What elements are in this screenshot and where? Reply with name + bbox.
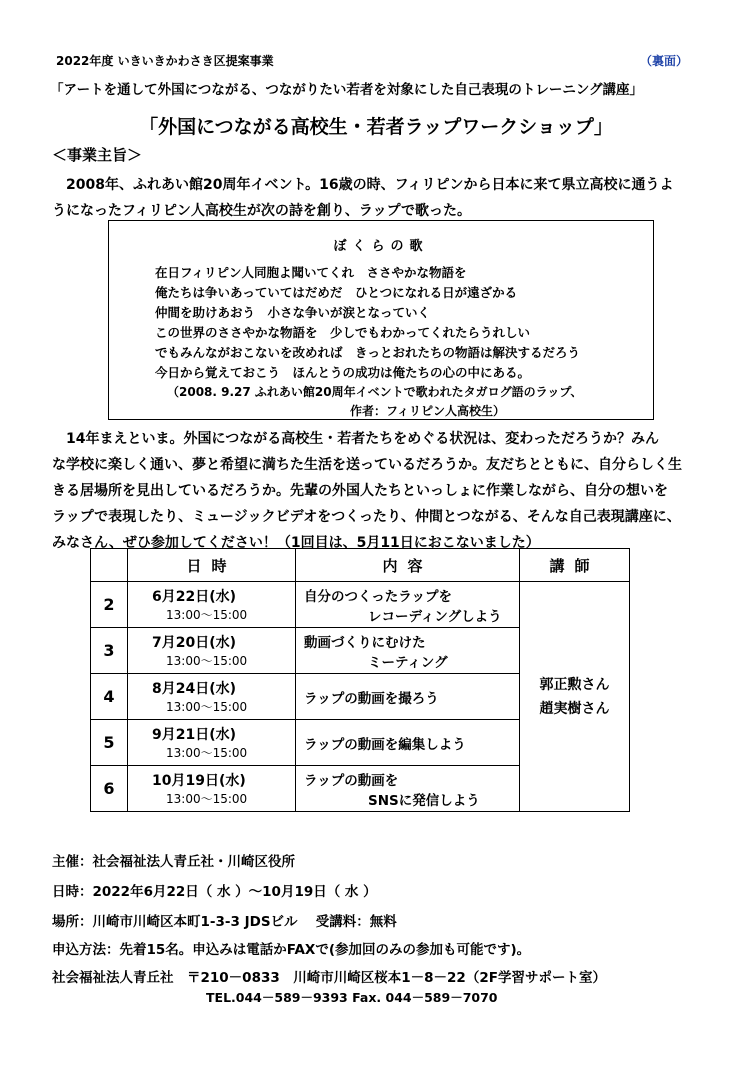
- content-line: SNSに発信しよう: [368, 792, 480, 809]
- session-number: 4: [91, 674, 128, 720]
- session-content: [296, 720, 520, 766]
- session-content: [296, 674, 520, 720]
- schedule-header-row: [91, 549, 630, 582]
- schedule-table: [90, 548, 630, 812]
- content-line: ラップの動画を: [304, 772, 399, 789]
- intro-line: 2008年、ふれあい館20周年イベント。16歳の時、フィリピンから日本に来て県立高校に通うよ: [52, 177, 674, 193]
- subtitle: 「アートを通して外国につながる、つながりたい若者を対象にした自己表現のトレーニング講座」: [50, 82, 644, 98]
- session-content: [296, 582, 520, 628]
- session-time: 13:00～15:00: [166, 792, 248, 806]
- session-datetime: [128, 582, 296, 628]
- instructor-name: 趙実樹さん: [539, 700, 610, 717]
- session-number: 6: [91, 766, 128, 812]
- session-number: 5: [91, 720, 128, 766]
- poem-line: 俺たちは争いあっていてはだめだ ひとつになれる日が遠ざかる: [155, 285, 518, 300]
- header-content: 内容: [296, 549, 520, 582]
- content-line: 自分のつくったラップを: [304, 588, 452, 605]
- poem-line: 今日から覚えておこう ほんとうの成功は俺たちの心の中にある。: [155, 365, 531, 380]
- session-content: [296, 766, 520, 812]
- header-blank: [91, 549, 128, 582]
- apply-line: 申込方法：先着15名。申込みは電話かFAXで(参加回のみの参加も可能です)。: [52, 942, 531, 958]
- dates-line: 日時：2022年6月22日（ 水 ）～10月19日（ 水 ）: [52, 884, 377, 900]
- session-time: 13:00～15:00: [166, 746, 248, 760]
- page-title: 「外国につながる高校生・若者ラップワークショップ」: [139, 116, 613, 138]
- body-line: きる居場所を見出しているだろうか。先輩の外国人たちといっしょに作業しながら、自分の想いを: [52, 483, 668, 499]
- session-number: 3: [91, 628, 128, 674]
- header-instructor: 講師: [520, 549, 630, 582]
- intro-paragraph: [52, 172, 702, 224]
- table-row: [91, 582, 630, 628]
- poem-author: 作者：フィリピン人高校生）: [349, 404, 505, 418]
- poem-line: でもみんながおこないを改めれば きっとおれたちの物語は解決するだろう: [155, 345, 581, 360]
- instructor-name: 郭正勲さん: [539, 676, 610, 693]
- session-number: 2: [91, 582, 128, 628]
- session-datetime: [128, 674, 296, 720]
- content-line: 動画づくりにむけた: [304, 634, 426, 651]
- org-line: 社会福祉法人青丘社 〒210－0833 川崎市川崎区桜本1－8－22（2F学習サポート室）: [52, 970, 606, 986]
- content-line: ミーティング: [368, 654, 448, 671]
- phone-line: TEL.044－589－9393 Fax. 044－589－7070: [206, 990, 498, 1005]
- body-paragraph: [52, 426, 702, 556]
- section-heading: ＜事業主旨＞: [52, 146, 143, 164]
- poem-source: （2008. 9.27 ふれあい館20周年イベントで歌われたタガログ語のラップ、: [167, 385, 583, 399]
- body-line: ラップで表現したり、ミュージックビデオをつくったり、仲間とつながる、そんな自己表現講座に、: [52, 509, 681, 525]
- session-datetime: [128, 766, 296, 812]
- content-line: レコーディングしよう: [368, 608, 502, 625]
- content-line: ラップの動画を撮ろう: [304, 690, 439, 707]
- poem-line: 在日フィリピン人同胞よ聞いてくれ ささやかな物語を: [155, 265, 467, 280]
- fiscal-year-line: 2022年度 いきいきかわさき区提案事業: [56, 54, 274, 68]
- poem-title: ぼくらの歌: [333, 239, 429, 254]
- content-line: ラップの動画を編集しよう: [304, 736, 466, 753]
- poem-box: [108, 220, 654, 420]
- intro-line: うになったフィリピン人高校生が次の詩を創り、ラップで歌った。: [52, 203, 472, 219]
- header-date: 日時: [128, 549, 296, 582]
- session-time: 13:00～15:00: [166, 608, 248, 622]
- body-line: みなさん、ぜひ参加してください！（1回目は、5月11日におこないました）: [52, 535, 540, 551]
- poem-line: この世界のささやかな物語を 少しでもわかってくれたらうれしい: [155, 325, 531, 340]
- venue-line: 場所：川崎市川崎区本町1-3-3 JDSビル 受講料：無料: [52, 914, 397, 930]
- side-label: （裏面）: [639, 54, 688, 68]
- session-content: [296, 628, 520, 674]
- session-date: 6月22日(水): [152, 589, 237, 605]
- session-date: 9月21日(水): [152, 727, 237, 743]
- instructor-cell: [520, 582, 630, 812]
- session-date: 8月24日(水): [152, 681, 237, 697]
- session-time: 13:00～15:00: [166, 700, 248, 714]
- session-datetime: [128, 720, 296, 766]
- session-date: 7月20日(水): [152, 635, 237, 651]
- session-date: 10月19日(水): [152, 773, 246, 789]
- session-datetime: [128, 628, 296, 674]
- host-line: 主催：社会福祉法人青丘社・川崎区役所: [52, 854, 295, 870]
- body-line: な学校に楽しく通い、夢と希望に満ちた生活を送っているだろうか。友だちとともに、自分らしく生: [52, 457, 682, 473]
- poem-line: 仲間を助けあおう 小さな争いが涙となっていく: [155, 305, 431, 320]
- body-line: 14年まえといま。外国につながる高校生・若者たちをめぐる状況は、変わっただろうか？みん: [52, 431, 660, 447]
- session-time: 13:00～15:00: [166, 654, 248, 668]
